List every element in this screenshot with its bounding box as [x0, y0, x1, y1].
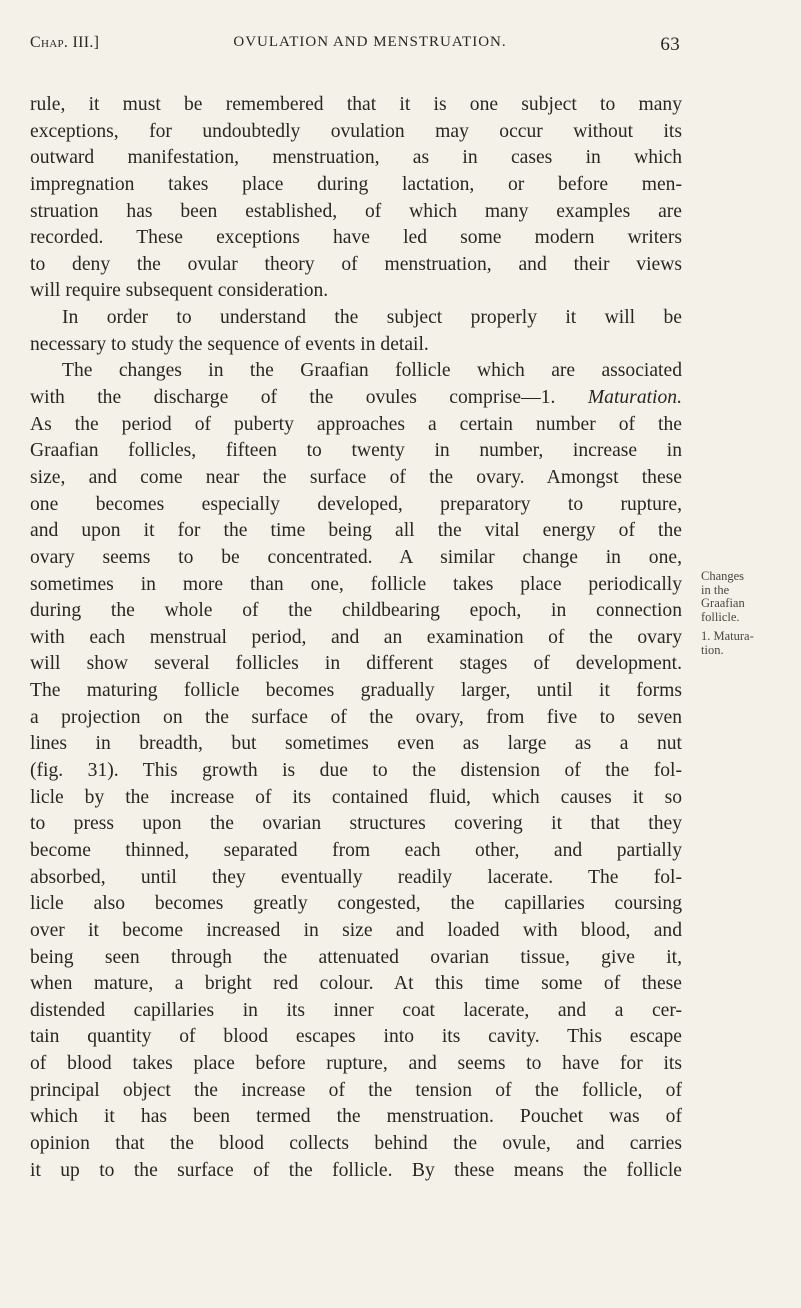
text-line: will require subsequent consideration. — [30, 280, 329, 302]
text-line: and upon it for the time being all the vital energy of the — [30, 520, 682, 542]
margin-note — [701, 570, 797, 657]
text-line: Graafian follicles, fifteen to twenty in number, increase in — [30, 440, 682, 462]
text-line: outward manifestation, menstruation, as in cases in which — [30, 147, 682, 169]
text-line: to press upon the ovarian structures covering it that they — [30, 813, 682, 835]
text-line: become thinned, separated from each other, and partially — [30, 839, 682, 861]
text-line: As the period of puberty approaches a certain number of the — [30, 413, 682, 435]
text-line: it up to the surface of the follicle. By these means the follicle — [30, 1159, 682, 1181]
text-line: exceptions, for undoubtedly ovulation may occur without its — [30, 120, 682, 142]
text-line: impregnation takes place during lactation, or before men- — [30, 173, 682, 195]
text-line: lines in breadth, but sometimes even as large as a nut — [30, 733, 682, 755]
text-line: with each menstrual period, and an examination of the ovary — [30, 626, 682, 648]
text-line: rule, it must be remembered that it is one subject to many — [30, 94, 682, 115]
text-line: a projection on the surface of the ovary, from five to seven — [30, 706, 682, 728]
page-number: 63 — [660, 34, 680, 55]
text-line: being seen through the attenuated ovarian tissue, give it, — [30, 946, 682, 968]
text-line: licle by the increase of its contained fluid, which causes it so — [30, 786, 682, 808]
text-line: struation has been established, of which many examples are — [30, 200, 682, 222]
running-title: OVULATION AND MENSTRUATION. — [233, 34, 507, 50]
text-line: one becomes especially developed, preparatory to rupture, — [30, 493, 682, 515]
margin-note-line: tion. — [701, 642, 724, 657]
text-line: when mature, a bright red colour. At this time some of these — [30, 973, 682, 995]
text-line: The changes in the Graafian follicle which are associated — [62, 360, 682, 382]
text-line: necessary to study the sequence of events in detail. — [30, 333, 429, 355]
margin-note-line: 1. Matura- — [701, 629, 754, 643]
text-line: recorded. These exceptions have led some modern writers — [30, 227, 682, 249]
text-line: of blood takes place before rupture, and seems to have for its — [30, 1053, 682, 1075]
text-line: licle also becomes greatly congested, the capillaries coursing — [30, 893, 682, 915]
chapter-label: Chap. III.] — [30, 34, 100, 51]
text-line: (fig. 31). This growth is due to the distension of the fol- — [30, 760, 682, 782]
text-line: to deny the ovular theory of menstruation, and their views — [30, 253, 682, 275]
text-line: distended capillaries in its inner coat lacerate, and a cer- — [30, 999, 682, 1021]
text-line: In order to understand the subject properly it will be — [62, 307, 682, 329]
text-line: over it become increased in size and loaded with blood, and — [30, 919, 682, 941]
text-line: during the whole of the childbearing epoch, in connection — [30, 600, 682, 622]
italic-term: Maturation. — [587, 387, 682, 409]
text-line: ovary seems to be concentrated. A similar change in one, — [30, 546, 682, 568]
margin-note-line: Graafian — [701, 596, 745, 610]
text-line: absorbed, until they eventually readily lacerate. The fol- — [30, 866, 682, 888]
running-header — [30, 34, 680, 64]
margin-note-line: follicle. — [701, 609, 740, 624]
text-line: which it has been termed the menstruation. Pouchet was of — [30, 1106, 682, 1128]
margin-note-line: in the — [701, 582, 730, 597]
text-line: sometimes in more than one, follicle takes place periodically — [30, 573, 682, 595]
text-line — [30, 385, 682, 412]
text-line: principal object the increase of the tension of the follicle, of — [30, 1079, 682, 1101]
text-line: will show several follicles in different stages of development. — [30, 653, 682, 675]
text-line: opinion that the blood collects behind the ovule, and carries — [30, 1132, 682, 1154]
margin-note-line: Changes — [701, 569, 745, 583]
text-line: size, and come near the surface of the ovary. Amongst these — [30, 466, 682, 488]
text-line: tain quantity of blood escapes into its cavity. This escape — [30, 1026, 682, 1048]
text-line: The maturing follicle becomes gradually larger, until it forms — [30, 680, 682, 702]
text-line-part: with the discharge of the ovules comprise—1. Maturation. — [30, 387, 682, 409]
body-text — [30, 92, 682, 1184]
